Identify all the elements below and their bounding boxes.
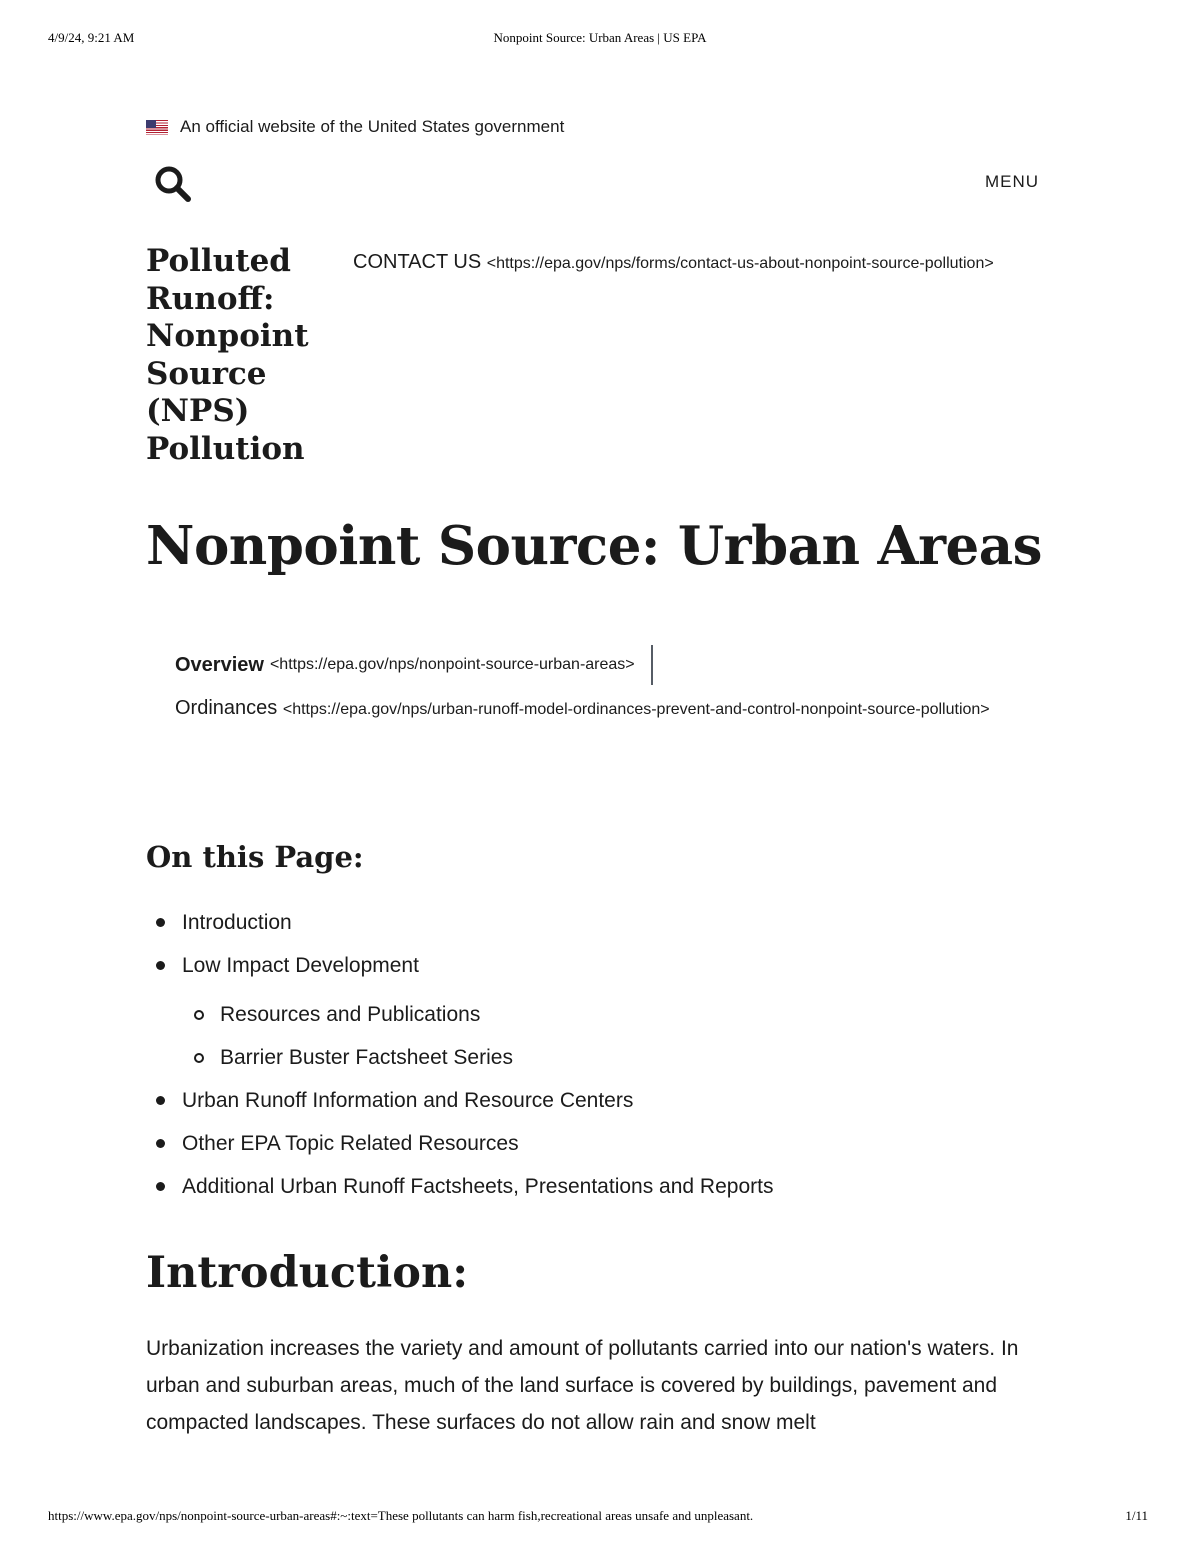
toc-item-urban-runoff-centers[interactable]: [146, 1079, 773, 1122]
toc-item-label: Urban Runoff Information and Resource Centers: [182, 1089, 634, 1112]
page-title: Nonpoint Source: Urban Areas: [146, 515, 1042, 577]
toc-item-label: Introduction: [182, 911, 292, 934]
menu-button[interactable]: MENU: [985, 172, 1040, 191]
subnav-item-overview[interactable]: [175, 645, 1005, 685]
subnav-ordinances-url: <https://epa.gov/nps/urban-runoff-model-ordinances-prevent-and-control-nonpoint-source-pollution>: [282, 701, 990, 718]
subnav-item-ordinances[interactable]: [175, 689, 1005, 729]
toc-item-resources-publications[interactable]: [146, 993, 773, 1036]
us-flag-icon: [146, 120, 168, 135]
print-footer-url: https://www.epa.gov/nps/nonpoint-source-urban-areas#:~:text=These pollutants can harm fish,recreational areas unsafe and unpleasant.: [48, 1508, 754, 1523]
bullet-icon: [156, 1139, 165, 1148]
subnav-divider: [651, 645, 653, 685]
subnav-overview-url: <https://epa.gov/nps/nonpoint-source-urban-areas>: [269, 656, 635, 673]
print-page-number: 1/11: [1125, 1508, 1148, 1523]
toc-item-label: Resources and Publications: [220, 1003, 481, 1026]
print-datetime: 4/9/24, 9:21 AM: [48, 30, 135, 45]
contact-us-label: CONTACT US: [353, 251, 482, 273]
bullet-icon: [156, 1182, 165, 1191]
toc-item-label: Other EPA Topic Related Resources: [182, 1132, 519, 1155]
gov-banner: [146, 117, 564, 137]
circle-bullet-icon: [194, 1053, 204, 1063]
toc-item-low-impact-development[interactable]: [146, 944, 773, 987]
toc-heading: On this Page:: [146, 840, 364, 874]
table-of-contents: [146, 901, 773, 1208]
bullet-icon: [156, 918, 165, 927]
site-title[interactable]: Polluted Runoff: Nonpoint Source (NPS) Pollution: [146, 243, 309, 467]
subnav-ordinances-label: Ordinances: [175, 697, 278, 719]
toc-item-additional-factsheets[interactable]: [146, 1165, 773, 1208]
bullet-icon: [156, 1096, 165, 1105]
contact-us-link[interactable]: [353, 251, 994, 274]
toc-item-barrier-buster[interactable]: [146, 1036, 773, 1079]
introduction-heading: Introduction:: [146, 1248, 469, 1298]
sub-navigation: [175, 645, 1005, 729]
toc-item-label: Low Impact Development: [182, 954, 419, 977]
print-doc-title: Nonpoint Source: Urban Areas | US EPA: [493, 30, 707, 45]
contact-us-url: <https://epa.gov/nps/forms/contact-us-about-nonpoint-source-pollution>: [486, 255, 994, 272]
bullet-icon: [156, 961, 165, 970]
toc-item-label: Barrier Buster Factsheet Series: [220, 1046, 513, 1069]
subnav-overview-label: Overview: [175, 653, 264, 676]
circle-bullet-icon: [194, 1010, 204, 1020]
toc-item-other-epa-resources[interactable]: [146, 1122, 773, 1165]
introduction-paragraph: Urbanization increases the variety and amount of pollutants carried into our nation's waters. In urban and suburban areas, much of the land surface is covered by buildings, pavement and compacted landscapes. These surfaces do not allow rain and snow melt: [146, 1337, 1019, 1434]
gov-banner-text: An official website of the United States government: [180, 117, 565, 136]
search-icon[interactable]: [153, 164, 193, 204]
toc-item-label: Additional Urban Runoff Factsheets, Presentations and Reports: [182, 1175, 774, 1198]
toc-item-introduction[interactable]: [146, 901, 773, 944]
